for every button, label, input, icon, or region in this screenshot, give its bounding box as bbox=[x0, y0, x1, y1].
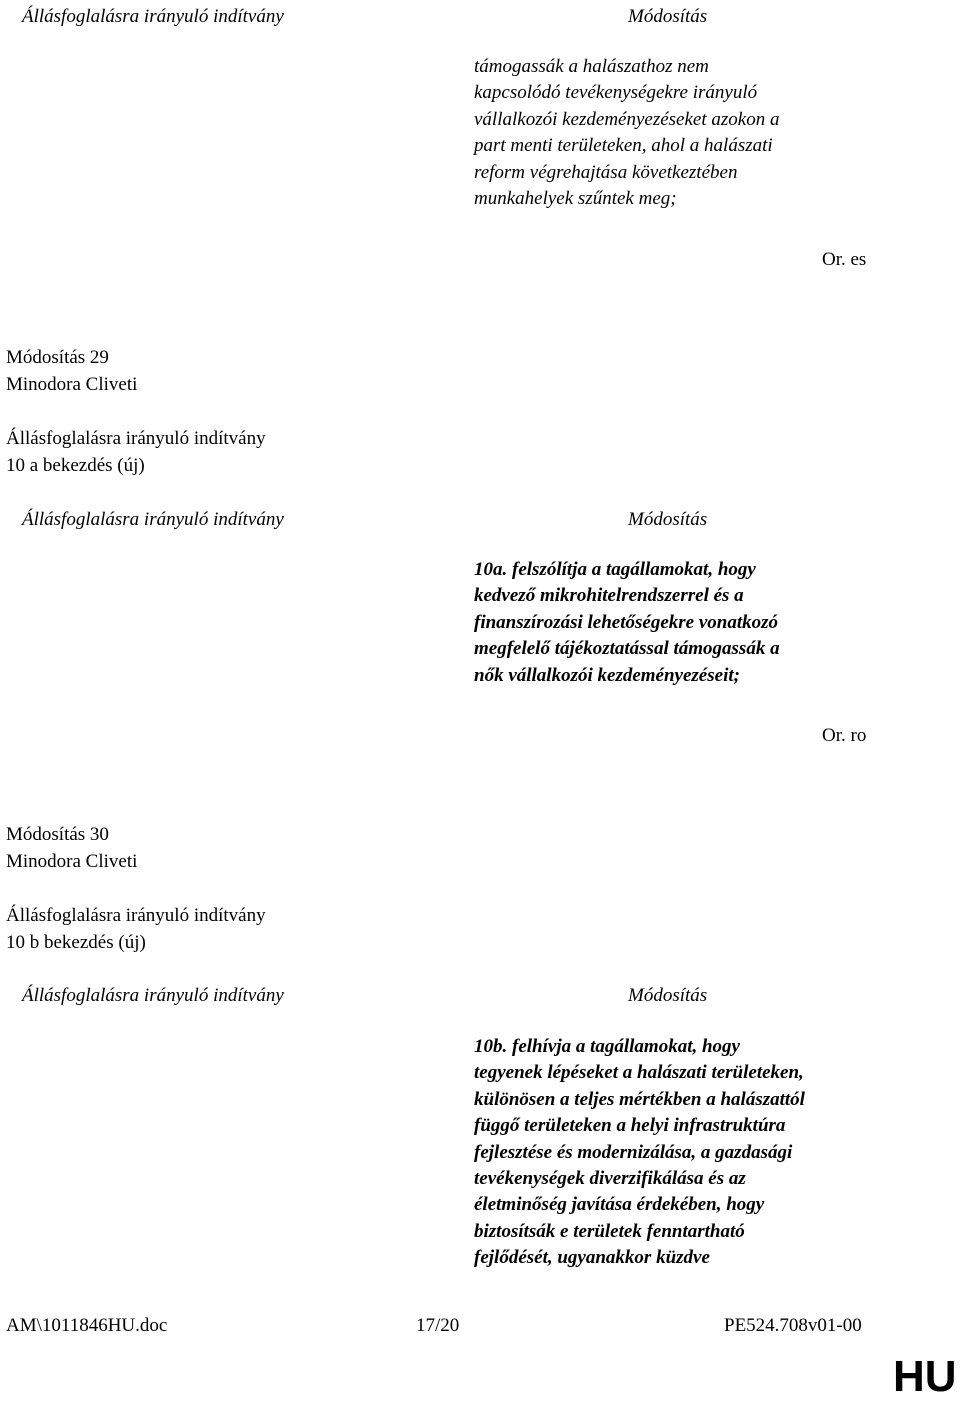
amendment-author: Minodora Cliveti bbox=[6, 851, 138, 872]
column-header-left: Állásfoglalásra irányuló indítvány bbox=[22, 509, 284, 530]
column-header-right: Módosítás bbox=[628, 509, 708, 530]
amendment-number: Módosítás 30 bbox=[6, 824, 109, 845]
amendment-text-right: támogassák a halászathoz nem kapcsolódó tevékenységekre irányuló vállalkozói kezdeményezéseket azokon a part menti területeken, ahol a halászati reform végrehajtása következtében munkahelyek szűntek meg; bbox=[474, 56, 780, 210]
footer-page-number: 17/20 bbox=[416, 1315, 460, 1336]
column-header-right: Módosítás bbox=[628, 6, 708, 27]
amendment-location: 10 a bekezdés (új) bbox=[6, 455, 145, 476]
amendment-text-right: 10b. felhívja a tagállamokat, hogy tegyenek lépéseket a halászati területeken, különösen a teljes mértékben a halászattól függő területeken a helyi infrastruktúra fejlesztése és modernizálása, a gazdasági tevékenységek diverzifikálása és az életminőség javítása érdekében, hogy biztosítsák e területek fenntartható fejlődését, ugyanakkor küzdve bbox=[474, 1036, 805, 1269]
amendment-text-right: 10a. felszólítja a tagállamokat, hogy kedvező mikrohitelrendszerrel és a finanszírozási lehetőségekre vonatkozó megfelelő tájékoztatással támogassák a nők vállalkozói kezdeményezéseit; bbox=[474, 559, 780, 686]
language-mark: HU bbox=[893, 1352, 957, 1401]
amendment-location: 10 b bekezdés (új) bbox=[6, 932, 146, 953]
column-header-left: Állásfoglalásra irányuló indítvány bbox=[22, 985, 284, 1006]
original-language: Or. es bbox=[822, 249, 867, 270]
amendment-number: Módosítás 29 bbox=[6, 347, 109, 368]
amendment-document: Állásfoglalásra irányuló indítvány bbox=[6, 905, 266, 926]
column-header-right: Módosítás bbox=[628, 985, 708, 1006]
footer-doc-ref: AM\1011846HU.doc bbox=[6, 1315, 168, 1336]
amendment-document: Állásfoglalásra irányuló indítvány bbox=[6, 428, 266, 449]
original-language: Or. ro bbox=[822, 725, 867, 746]
column-header-left: Állásfoglalásra irányuló indítvány bbox=[22, 6, 284, 27]
amendment-author: Minodora Cliveti bbox=[6, 374, 138, 395]
footer-pe-ref: PE524.708v01-00 bbox=[724, 1315, 862, 1336]
